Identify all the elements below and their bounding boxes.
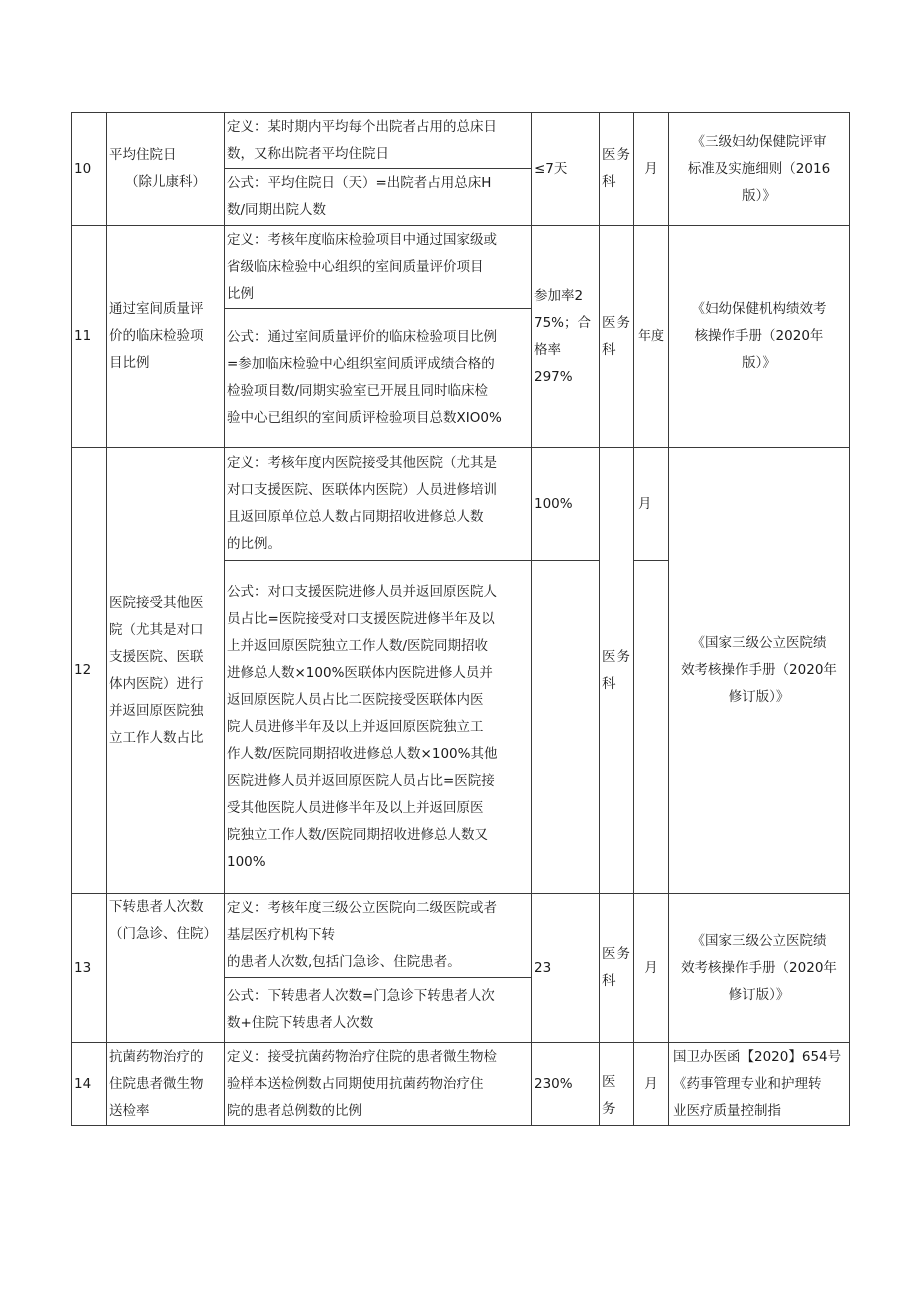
name-line: 院（尤其是对口 <box>109 621 204 638</box>
target-cell <box>532 1043 600 1126</box>
formula-cell <box>225 309 532 448</box>
name-line: 价的临床检验项 <box>109 328 204 344</box>
target-line: 230% <box>534 1075 573 1092</box>
target-line: 格率 <box>534 341 561 358</box>
target-cell <box>532 448 600 561</box>
frequency-cell: 月 <box>634 1043 669 1126</box>
name-line: 并返回原医院独 <box>109 702 204 719</box>
source-line: 《国家三级公立医院绩 <box>691 932 827 949</box>
target-line: 100% <box>534 495 573 512</box>
definition-line: 且返回原单位总人数占同期招收进修总人数 <box>227 509 484 525</box>
target-cell <box>532 226 600 448</box>
department-cell <box>600 1043 634 1126</box>
formula-line: 公式：对口支援医院进修人员并返回原医院人 <box>227 583 497 600</box>
formula-line: 公式：平均住院日（天）=出院者占用总床H <box>227 175 492 191</box>
indicator-name <box>107 894 225 1043</box>
indicator-table <box>71 112 850 1126</box>
dept-line: 科 <box>602 675 617 692</box>
dept-line: 医务 <box>602 147 631 163</box>
formula-line: 上并返回原医院独立工作人数/医院同期招收 <box>227 637 489 654</box>
definition-cell <box>225 448 532 561</box>
name-line: 医院接受其他医 <box>109 594 204 611</box>
definition-line: 对口支援医院、医联体内医院）人员进修培训 <box>227 482 497 498</box>
frequency-cell: 月 <box>634 448 669 561</box>
target-cell-empty <box>532 561 600 894</box>
source-line: 修订版）》 <box>728 689 790 705</box>
row-number: 10 <box>72 113 107 226</box>
formula-line: 返回原医院人员占比二医院接受医联体内医 <box>227 691 484 708</box>
table-row <box>72 113 850 169</box>
formula-line: 100% <box>227 853 266 870</box>
name-line: 支援医院、医联 <box>109 648 204 665</box>
frequency-cell: 月 <box>634 894 669 1043</box>
row-number: 12 <box>72 448 107 894</box>
department-cell <box>600 113 634 226</box>
source-cell <box>669 113 850 226</box>
target-line: 297% <box>534 368 573 385</box>
name-line: 立工作人数占比 <box>109 729 204 746</box>
dept-line: 医务 <box>602 648 631 665</box>
name-line: （门急诊、住院） <box>109 926 217 942</box>
source-line: 核操作手册（2020年 <box>694 328 824 344</box>
formula-line: 检验项目数/同期实验室已开展且同时临床检 <box>227 383 489 399</box>
row-number: 11 <box>72 226 107 448</box>
definition-line: 定义：接受抗菌药物治疗住院的患者微生物检 <box>227 1048 497 1065</box>
department-cell <box>600 448 634 894</box>
formula-line: 数/同期出院人数 <box>227 202 327 218</box>
frequency-cell: 月 <box>634 113 669 226</box>
target-cell <box>532 113 600 226</box>
name-line: 平均住院日 <box>109 147 177 163</box>
formula-line: 受其他医院人员进修半年及以上并返回原医 <box>227 799 484 816</box>
source-line: 国卫办医函【2020】654号 <box>673 1048 842 1065</box>
definition-line: 的患者人次数,包括门急诊、住院患者。 <box>227 954 461 970</box>
formula-line: 数+住院下转患者人次数 <box>227 1015 374 1031</box>
formula-cell <box>225 978 532 1043</box>
formula-line: 进修总人数×100%医联体内医院进修人员并 <box>227 664 493 681</box>
definition-line: 数，又称出院者平均住院日 <box>227 145 389 162</box>
formula-line: 公式：通过室间质量评价的临床检验项目比例 <box>227 329 497 345</box>
formula-line: 院人员进修半年及以上并返回原医院独立工 <box>227 718 484 735</box>
name-line: 住院患者微生物 <box>109 1075 204 1092</box>
definition-line: 基层医疗机构下转 <box>227 927 335 943</box>
definition-line: 定义：考核年度内医院接受其他医院（尤其是 <box>227 455 497 471</box>
source-line: 版）》 <box>742 187 776 204</box>
dept-line: 务 <box>602 1101 617 1117</box>
row-number: 14 <box>72 1043 107 1126</box>
formula-line: 验中心已组织的室间质评检验项目总数XIO0% <box>227 410 502 426</box>
indicator-name <box>107 113 225 226</box>
department-cell <box>600 894 634 1043</box>
source-line: 《药事管理专业和护理转 <box>673 1075 822 1092</box>
department-cell <box>600 226 634 448</box>
definition-cell <box>225 226 532 309</box>
target-cell <box>532 894 600 1043</box>
definition-cell <box>225 894 532 978</box>
source-line: 《国家三级公立医院绩 <box>691 635 827 651</box>
name-line: （除儿康科） <box>125 174 206 190</box>
indicator-name <box>107 1043 225 1126</box>
dept-line: 科 <box>602 174 617 190</box>
source-cell <box>669 226 850 448</box>
formula-line: 作人数/医院同期招收进修总人数×100%其他 <box>227 745 498 762</box>
source-line: 业医疗质量控制指 <box>673 1102 781 1119</box>
source-line: 《三级妇幼保健院评审 <box>691 133 827 150</box>
name-line: 通过室间质量评 <box>109 301 204 317</box>
definition-cell <box>225 113 532 169</box>
source-line: 修订版）》 <box>728 986 790 1003</box>
table-row <box>72 1043 850 1126</box>
source-cell <box>669 1043 850 1126</box>
dept-line: 医 <box>602 1074 617 1090</box>
table-row <box>72 226 850 309</box>
row-number: 13 <box>72 894 107 1043</box>
frequency-cell-empty <box>634 561 669 894</box>
name-line: 目比例 <box>109 355 150 371</box>
table-row <box>72 448 850 561</box>
source-line: 效考核操作手册（2020年 <box>681 662 837 678</box>
definition-line: 定义：某时期内平均每个出院者占用的总床日 <box>227 118 497 135</box>
formula-line: 员占比=医院接受对口支援医院进修半年及以 <box>227 610 495 627</box>
target-line: 23 <box>534 959 552 976</box>
formula-line: 公式：下转患者人次数=门急诊下转患者人次 <box>227 988 495 1004</box>
frequency-cell: 年度 <box>634 226 669 448</box>
dept-line: 医务 <box>602 946 631 962</box>
source-cell <box>669 894 850 1043</box>
definition-line: 比例 <box>227 285 254 302</box>
formula-line: =参加临床检验中心组织室间质评成绩合格的 <box>227 356 495 372</box>
definition-line: 院的患者总例数的比例 <box>227 1102 362 1119</box>
name-line: 体内医院）进行 <box>109 675 204 692</box>
formula-cell <box>225 561 532 894</box>
target-line: 75%；合 <box>534 314 592 331</box>
indicator-name <box>107 448 225 894</box>
source-line: 标准及实施细则（2016 <box>687 160 831 177</box>
source-line: 《妇幼保健机构绩效考 <box>691 301 827 317</box>
target-line: 参加率2 <box>534 287 584 304</box>
definition-line: 的比例。 <box>227 536 281 552</box>
definition-line: 验样本送检例数占同期使用抗菌药物治疗住 <box>227 1075 484 1092</box>
definition-line: 省级临床检验中心组织的室间质量评价项目 <box>227 258 484 275</box>
dept-line: 科 <box>602 341 617 358</box>
dept-line: 医务 <box>602 314 631 331</box>
indicator-name <box>107 226 225 448</box>
formula-cell <box>225 169 532 226</box>
table-row <box>72 894 850 978</box>
definition-line: 定义：考核年度临床检验项目中通过国家级或 <box>227 231 497 248</box>
definition-cell <box>225 1043 532 1126</box>
source-cell <box>669 448 850 894</box>
name-line: 下转患者人次数 <box>109 899 204 915</box>
target-line: ≤7天 <box>534 160 568 177</box>
source-line: 效考核操作手册（2020年 <box>681 959 837 976</box>
name-line: 抗菌药物治疗的 <box>109 1048 204 1065</box>
formula-line: 医院进修人员并返回原医院人员占比=医院接 <box>227 772 495 789</box>
definition-line: 定义：考核年度三级公立医院向二级医院或者 <box>227 900 497 916</box>
dept-line: 科 <box>602 973 617 989</box>
source-line: 版）》 <box>742 355 776 371</box>
name-line: 送检率 <box>109 1102 150 1119</box>
formula-line: 院独立工作人数/医院同期招收进修总人数又 <box>227 826 489 843</box>
